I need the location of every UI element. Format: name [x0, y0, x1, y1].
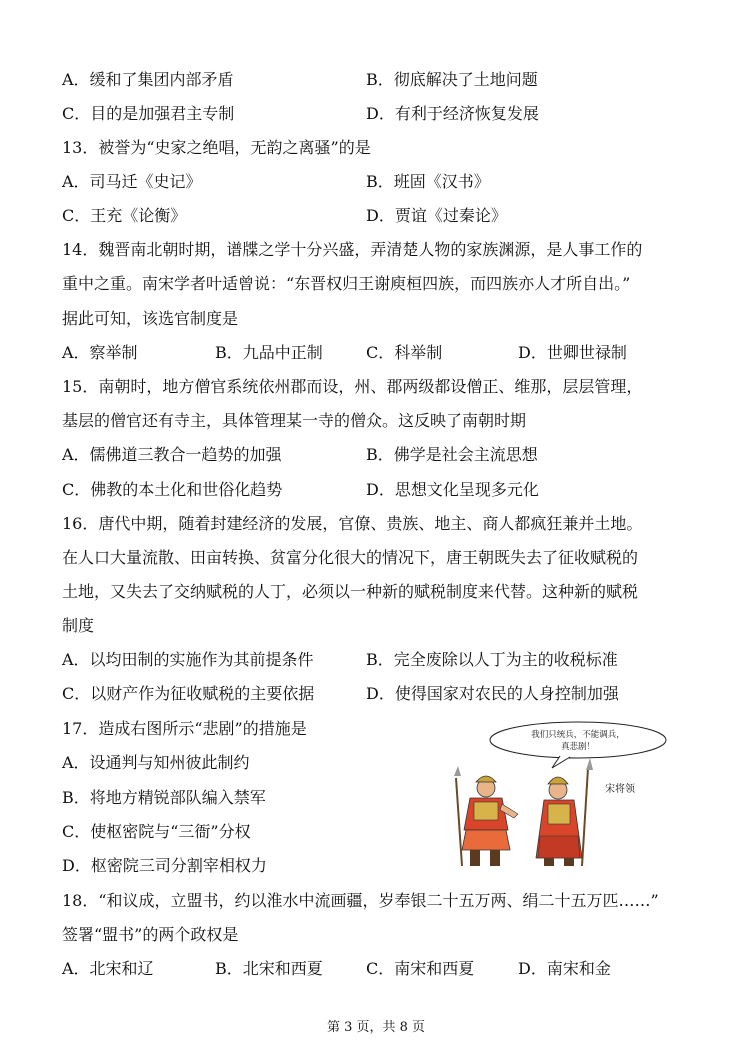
q17-stem: 17．造成右图所示“悲剧”的措施是	[62, 719, 307, 738]
q16-stem-line3: 土地，又失去了交纳赋税的人丁，必须以一种新的赋税制度来代替。这种新的赋税	[62, 582, 639, 601]
q18-option-a: A．北宋和辽	[62, 959, 154, 978]
q17-option-b: B．将地方精锐部队编入禁军	[62, 788, 266, 807]
q18-option-b: B．北宋和西夏	[215, 959, 323, 978]
q16-option-b: B．完全废除以人丁为主的收税标准	[366, 650, 618, 669]
q17-option-d: D．枢密院三司分割宰相权力	[62, 856, 267, 875]
q12-option-b: B．彻底解决了土地问题	[366, 70, 538, 89]
q17-option-c: C．使枢密院与“三衙”分权	[62, 822, 251, 841]
q15-option-c: C．佛教的本土化和世俗化趋势	[62, 480, 283, 499]
q13-option-c: C．王充《论衡》	[62, 206, 187, 225]
q14-option-d: D．世卿世禄制	[518, 343, 627, 362]
warrior-left-figure	[454, 766, 518, 866]
q14-option-c: C．科举制	[366, 343, 443, 362]
q13-option-a: A．司马迁《史记》	[62, 172, 202, 191]
q14-option-a: A．察举制	[62, 343, 138, 362]
q15-option-d: D．思想文化呈现多元化	[366, 480, 539, 499]
q16-option-c: C．以财产作为征收赋税的主要依据	[62, 684, 315, 703]
speech-bubble	[490, 722, 666, 768]
q14-stem-line2: 重中之重。南宋学者叶适曾说：“东晋权归王谢庾桓四族，而四族亦人才所自出。”	[62, 274, 631, 293]
q12-option-d: D．有利于经济恢复发展	[366, 104, 539, 123]
speech-line-2: 真悲剧！	[560, 742, 596, 752]
page-number-footer: 第 3 页，共 8 页	[326, 1020, 426, 1035]
q18-option-d: D．南宋和金	[518, 959, 611, 978]
q16-stem-line4: 制度	[62, 616, 95, 635]
song-general-figure	[536, 758, 593, 866]
q14-stem-line1: 14．魏晋南北朝时期，谱牒之学十分兴盛，弄清楚人物的家族渊源，是人事工作的	[62, 240, 643, 259]
q15-option-a: A．儒佛道三教合一趋势的加强	[62, 445, 282, 464]
q15-option-b: B．佛学是社会主流思想	[366, 445, 538, 464]
q13-option-d: D．贾谊《过秦论》	[366, 206, 507, 225]
q16-stem-line1: 16．唐代中期，随着封建经济的发展，官僚、贵族、地主、商人都疯狂兼并土地。	[62, 514, 643, 533]
q15-stem-line2: 基层的僧官还有寺主，具体管理某一寺的僧众。这反映了南朝时期	[62, 411, 527, 430]
q13-stem: 13．被誉为“史家之绝唱，无韵之离骚”的是	[62, 138, 371, 157]
q18-option-c: C．南宋和西夏	[366, 959, 475, 978]
q14-stem-line3: 据此可知，该选官制度是	[62, 309, 239, 328]
q16-stem-line2: 在人口大量流散、田亩转换、贫富分化很大的情况下，唐王朝既失去了征收赋税的	[62, 548, 639, 567]
q16-option-a: A．以均田制的实施作为其前提条件	[62, 650, 314, 669]
q15-stem-line1: 15．南朝时，地方僧官系统依州郡而设，州、郡两级都设僧正、维那，层层管理，	[62, 377, 643, 396]
q13-option-b: B．班固《汉书》	[366, 172, 490, 191]
q14-option-b: B．九品中正制	[215, 343, 323, 362]
q17-option-a: A．设通判与知州彼此制约	[62, 753, 250, 772]
general-name-label: 宋将领	[605, 784, 635, 795]
q18-stem-line2: 签署“盟书”的两个政权是	[62, 925, 239, 944]
song-generals-cartoon	[448, 718, 674, 870]
q16-option-d: D．使得国家对农民的人身控制加强	[366, 684, 619, 703]
q12-option-a: A．缓和了集团内部矛盾	[62, 70, 234, 89]
q18-stem-line1: 18．“和议成，立盟书，约以淮水中流画疆，岁奉银二十五万两、绢二十五万匹……”	[62, 891, 659, 910]
q12-option-c: C．目的是加强君主专制	[62, 104, 235, 123]
speech-line-1: 我们只统兵，不能调兵，	[531, 730, 625, 740]
